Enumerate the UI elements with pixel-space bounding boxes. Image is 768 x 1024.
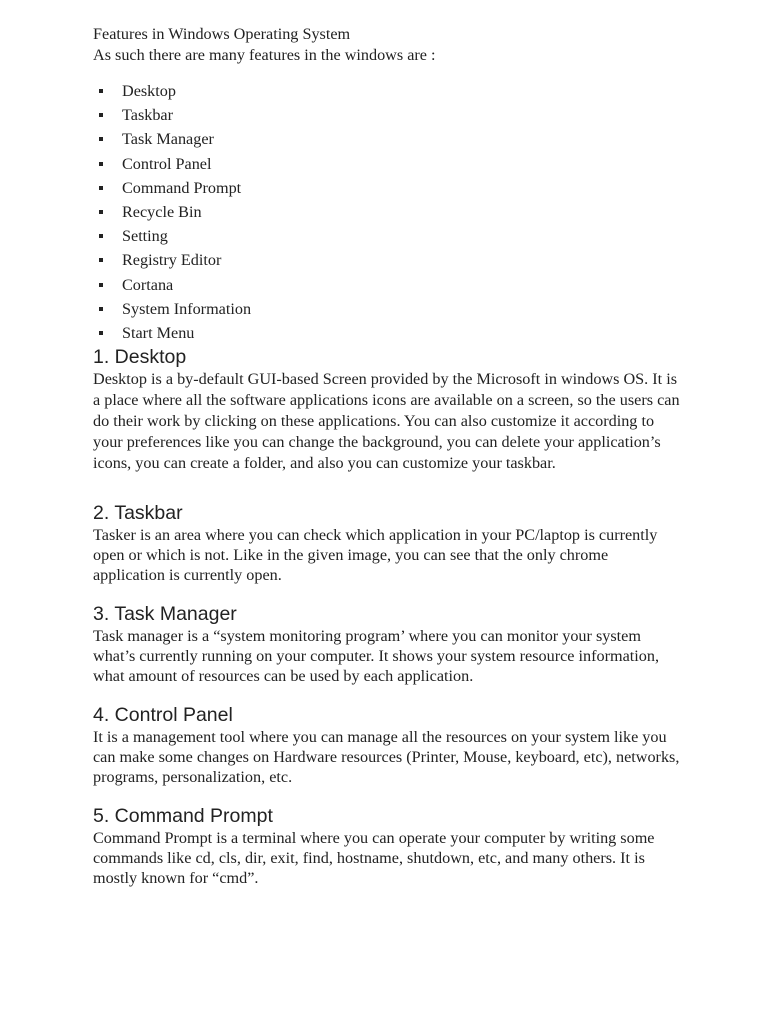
square-bullet-icon (99, 89, 103, 93)
section-body: Task manager is a “system monitoring program’ where you can monitor your system what’s currently running on your computer. It shows your system resource information, what amount of resources can be used by each application. (93, 627, 659, 686)
square-bullet-icon (99, 137, 103, 141)
list-item (93, 79, 683, 103)
list-item-label: Cortana (122, 275, 174, 294)
list-item-label: Desktop (122, 82, 176, 100)
square-bullet-icon (99, 113, 103, 117)
square-bullet-icon (99, 307, 103, 311)
list-item (93, 321, 683, 345)
section-body: It is a management tool where you can manage all the resources on your system like you can make some changes on Hardware resources (Printer, Mouse, keyboard, etc), networks, programs, personalization, etc. (93, 728, 680, 787)
list-item-label: Recycle Bin (122, 203, 202, 222)
square-bullet-icon (99, 234, 103, 238)
list-item (93, 103, 683, 127)
list-item-label: Start Menu (122, 324, 195, 343)
list-item (93, 224, 683, 248)
list-item (93, 273, 683, 297)
list-item (93, 176, 683, 200)
square-bullet-icon (99, 258, 103, 262)
list-item-label: Setting (122, 227, 168, 246)
document-page (93, 24, 683, 888)
section-command-prompt (93, 804, 683, 888)
list-item-label: System Information (122, 299, 252, 318)
list-item (93, 248, 683, 272)
square-bullet-icon (99, 210, 103, 214)
section-body: Desktop is a by-default GUI-based Screen provided by the Microsoft in windows OS. It is a place where all the software applications icons are available on a screen, so the users can do their work by clicking on these applications. You can also customize it according to your preferences like you can change the background, you can delete your application’s icons, you can create a folder, and also you can customize your taskbar. (93, 370, 680, 473)
list-item-label: Registry Editor (122, 251, 222, 270)
section-desktop (93, 345, 683, 474)
list-item (93, 200, 683, 224)
section-heading: 1. Desktop (93, 346, 187, 369)
list-item-label: Task Manager (122, 130, 214, 149)
document-intro: As such there are many features in the windows are : (93, 46, 436, 64)
square-bullet-icon (99, 283, 103, 287)
section-heading: 3. Task Manager (93, 603, 237, 626)
square-bullet-icon (99, 186, 103, 190)
square-bullet-icon (99, 162, 103, 166)
section-heading: 4. Control Panel (93, 704, 233, 727)
list-item-label: Taskbar (122, 106, 174, 125)
list-item-label: Command Prompt (122, 178, 242, 197)
document-title: Features in Windows Operating System (93, 25, 351, 43)
section-task-manager (93, 602, 683, 686)
section-control-panel (93, 703, 683, 787)
section-heading: 5. Command Prompt (93, 805, 273, 828)
section-taskbar (93, 501, 683, 585)
square-bullet-icon (99, 331, 103, 335)
list-item (93, 152, 683, 176)
section-body: Tasker is an area where you can check which application in your PC/laptop is currently open or which is not. Like in the given image, you can see that the only chrome application is currently open. (93, 526, 658, 585)
feature-list (93, 79, 683, 345)
list-item (93, 127, 683, 151)
list-item (93, 297, 683, 321)
list-item-label: Control Panel (122, 154, 212, 173)
section-body: Command Prompt is a terminal where you can operate your computer by writing some commands like cd, cls, dir, exit, find, hostname, shutdown, etc, and many others. It is mostly known for “cmd”. (93, 829, 655, 888)
section-heading: 2. Taskbar (93, 502, 183, 525)
